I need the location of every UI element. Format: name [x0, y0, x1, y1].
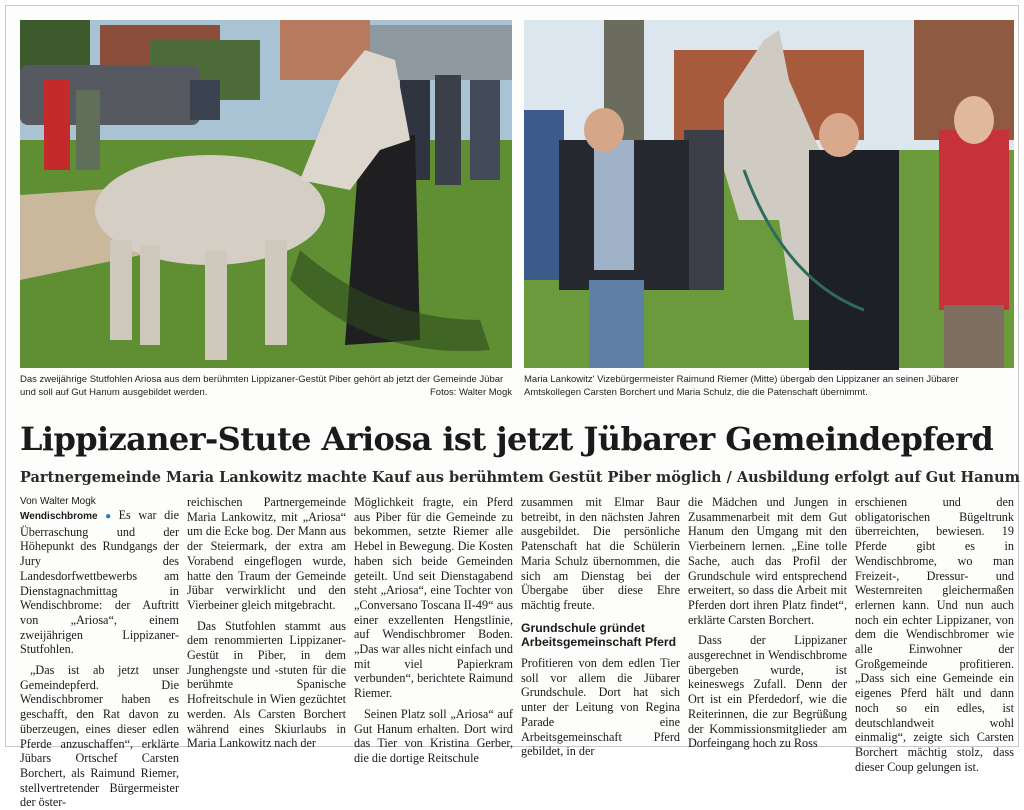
article-column-1: Von Walter Mogk Wendischbrome ● Es war die Überraschung und der Höhepunkt des Rundgangs der Jury des Landesdorfwettbewerbs am Dienstagnachmittag in Wendischbrome: der Auftritt von „Ariosa“, einem zweijährigen Lippizaner-Stutfohlen. „Das ist ab jetzt unser Gemeindepferd. Die Wendischbromer haben es geschafft, den Rat davon zu überzeugen, eines dieser edlen Pferde anzuschaffen“, erklärte Jübars Ortschef Carsten Borchert, als Raimund Riemer, stellvertretender Bürgermeister der öster- — [20, 496, 179, 810]
article-paragraph: Möglichkeit fragte, ein Pferd aus Piber für die Gemeinde zu bekommen, setzte Riemer alle Hebel in Bewegung. Die Kosten haben sich beide Gemeinden geteilt. Und seit Dienstagabend steht „Ariosa“, eine Tochter von „Conversano Toscana II-49“ aus einer exzellenten Hengstlinie, auf Wendischbromer Boden. „Das war alles nicht einfach und mit viel Papierkram verbunden“, berichtete Raimund Riemer. — [354, 495, 513, 701]
article-column-6 — [855, 495, 1014, 774]
article-dateline: Wendischbrome — [20, 511, 98, 522]
article-paragraph: „Das ist ab jetzt unser Gemeindepferd. Die Wendischbromer haben es geschafft, den Rat davon zu überzeugen, eines dieser edlen Pferde anzuschaffen“, erklärte Jübars Ortschef Carsten Borchert, als Raimund Riemer, stellvertretender Bürgermeister der öster- — [20, 663, 179, 810]
article-paragraph: Seinen Platz soll „Ariosa“ auf Gut Hanum erhalten. Dort wird das Tier von Kristina Gerber, die die dortige Reitschule — [354, 706, 513, 765]
article-paragraph: erschienen und den obligatorischen Bügeltrunk überreichten, bewiesen. 19 Pferde gibt es in Wendischbrome, wo man Freizeit-, Dressur- und Westernreiten gleichermaßen erlernen kann. Und nun auch noch ein echter Lippizaner, von dem die Wendischbromer wie alle Einwohner der Großgemeinde profitieren. „Dass sich eine Gemeinde ein eigenes Pferd hält und dann noch so ein edles, ist deutschlandweit wohl einmalig“, zeigte sich Carsten Borchert mächtig stolz, dass dieser Coup gelungen ist. — [855, 495, 1014, 774]
photo-caption-right: Maria Lankowitz' Vizebürgermeister Raimund Riemer (Mitte) übergab den Lippizaner an seinen Jübarer Amtskollegen Carsten Borchert und Maria Schulz, die die Patenschaft übernimmt. — [524, 374, 959, 398]
dateline-dot-icon: ● — [100, 511, 116, 522]
article-headline: Lippizaner-Stute Ariosa ist jetzt Jübarer Gemeindepferd — [20, 420, 994, 458]
newspaper-page — [5, 5, 1020, 810]
article-subhead: Partnergemeinde Maria Lankowitz machte Kauf aus berühmtem Gestüt Piber möglich / Ausbildung erfolgt auf Gut Hanum — [20, 469, 1020, 486]
article-column-3 — [354, 495, 513, 765]
article-column-4 — [521, 495, 680, 759]
article-crosshead: Grundschule gründet Arbeitsgemeinschaft Pferd — [521, 620, 677, 650]
article-paragraph: Profitieren von dem edlen Tier soll vor allem die Jübarer Grundschule. Dort hat sich unter der Leitung von Regina Parade eine Arbeitsgemeinschaft Pferd gebildet, in der — [521, 656, 680, 759]
photo-caption-left: Das zweijährige Stutfohlen Ariosa aus dem berühmten Lippizaner-Gestüt Piber gehört ab jetzt der Gemeinde Jübar und soll auf Gut Hanum ausgebildet werden. Fotos: Walter Mogk — [20, 374, 512, 398]
photo-handover — [524, 20, 1014, 368]
photo-horse-walking — [20, 20, 512, 368]
article-column-2 — [187, 495, 346, 751]
article-column-5 — [688, 495, 847, 751]
article-author: Von Walter Mogk — [20, 496, 96, 507]
article-body — [20, 495, 1014, 810]
article-paragraph: zusammen mit Elmar Baur betreibt, in den nächsten Jahren ausgebildet. Die persönliche Patenschaft hat die Schülerin Maria Schulz übernommen, die sich am Dienstag bei der Übergabe über diese Ehre mächtig freute. — [521, 495, 680, 612]
article-paragraph: Dass der Lippizaner ausgerechnet in Wendischbrome übergeben wurde, ist keineswegs Zufall. Denn der Ort ist ein Pferdedorf, wie die Reiterinnen, die zur Begrüßung der Kommissionsmitglieder am Dorfeingang hoch zu Ross — [688, 633, 847, 751]
article-paragraph: reichischen Partnergemeinde Maria Lankowitz, mit „Ariosa“ um die Ecke bog. Der Mann aus der Steiermark, der extra am Vorabend eingeflogen wurde, hatte den Traum der Gemeinde Jübar verwirklicht und den Vierbeiner gleich mitgebracht. — [187, 495, 346, 612]
photo-credit: Fotos: Walter Mogk — [429, 387, 512, 398]
article-paragraph: Das Stutfohlen stammt aus dem renommierten Lippizaner-Gestüt in Piber, in dem Junghengste und -stuten für die berühmte Spanische Hofreitschule in Wien gezüchtet werden. Als Carsten Borchert während eines Skiurlaubs in Maria Lankowitz nach der — [187, 618, 346, 751]
article-paragraph: die Mädchen und Jungen in Zusammenarbeit mit dem Gut Hanum den Umgang mit den Vierbeinern lernen. „Eine tolle Sache, auch das Profil der Grundschule wird entsprechend erweitert, so dass die Arbeit mit Pferden dort ihren Platz findet“, erklärte Carsten Borchert. — [688, 495, 847, 627]
